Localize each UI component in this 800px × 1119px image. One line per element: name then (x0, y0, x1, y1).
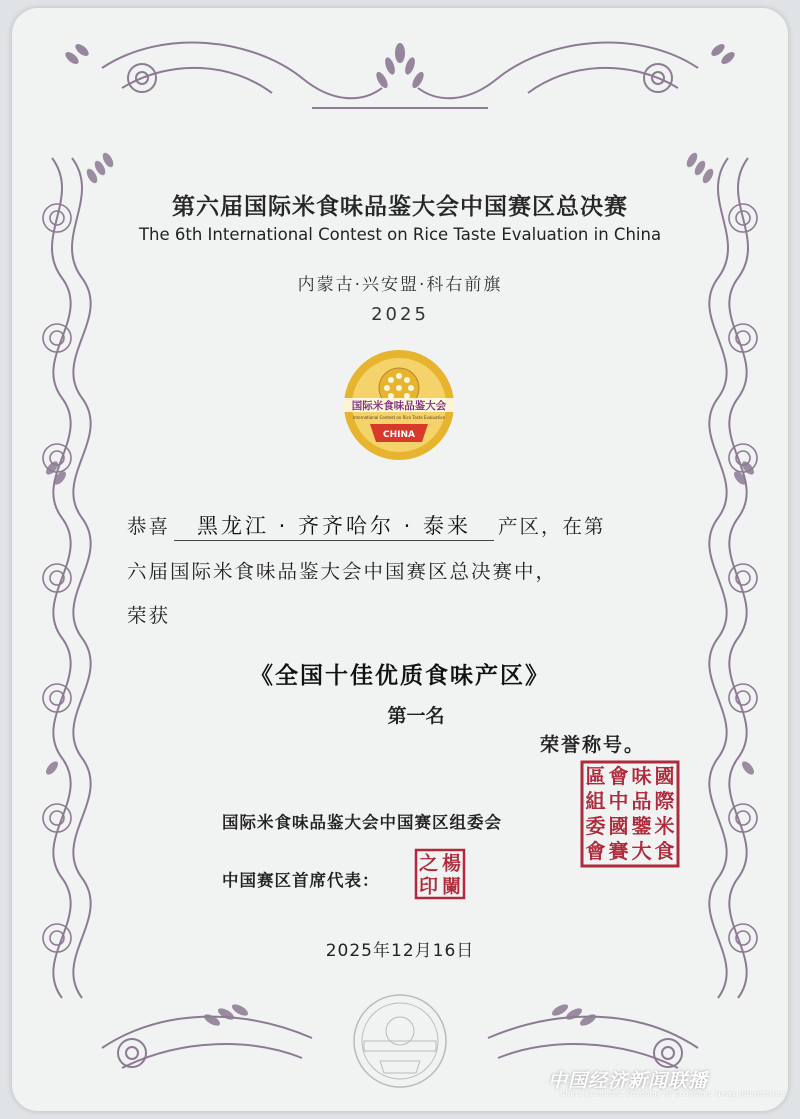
committee-seal-char: 委 (585, 814, 606, 838)
committee-seal-char: 食 (654, 839, 675, 863)
committee-seal-char: 國 (654, 764, 675, 788)
congrats-line-2: 六届国际米食味品鉴大会中国赛区总决赛中， (127, 560, 558, 583)
committee-seal (580, 760, 680, 868)
committee-seal-char: 味 (631, 764, 652, 788)
certificate-sheet (12, 8, 788, 1111)
committee-seal-char: 品 (631, 789, 652, 813)
award-title: 《全国十佳优质食味产区》 (250, 663, 550, 689)
honor-suffix: 荣誉称号。 (540, 734, 646, 756)
congrats-line-1 (127, 510, 606, 541)
region-name: 黑龙江 · 齐齐哈尔 · 泰来 (174, 510, 494, 541)
representative-seal-char: 闌 (441, 875, 462, 898)
congrats-line-3: 荣获 (127, 604, 171, 627)
committee-seal-char: 國 (608, 814, 629, 838)
contest-emblem-logo (340, 346, 458, 464)
organizing-committee: 国际米食味品鉴大会中国赛区组委会 (222, 813, 502, 832)
issue-date: 2025年12月16日 (325, 941, 475, 961)
committee-seal-char: 際 (654, 789, 675, 813)
faded-emblem-watermark (350, 991, 450, 1091)
contest-location: 内蒙古·兴安盟·科右前旗 (297, 275, 503, 295)
congrats-prefix: 恭喜 (127, 515, 171, 538)
congrats-line1-suffix: 产区，在第 (498, 515, 606, 538)
news-watermark-subtitle: China Economic Economy of Economic News Information (560, 1090, 786, 1098)
emblem-name-en: International Contest on Rice Taste Evaluation (352, 415, 446, 420)
chief-representative-label: 中国赛区首席代表： (222, 871, 380, 890)
committee-seal-char: 鑒 (631, 814, 652, 838)
committee-seal-char: 會 (585, 839, 606, 863)
committee-seal-char: 組 (585, 789, 606, 813)
committee-seal-char: 大 (631, 839, 652, 863)
committee-seal-char: 區 (585, 764, 606, 788)
title-english: The 6th International Contest on Rice Taste Evaluation in China (138, 225, 662, 244)
committee-seal-char: 會 (608, 764, 629, 788)
emblem-name-cn: 国际米食味品鉴大会 (351, 400, 447, 412)
committee-seal-char: 中 (608, 789, 629, 813)
emblem-country: CHINA (383, 430, 415, 440)
award-rank: 第一名 (387, 705, 445, 727)
representative-seal (414, 848, 466, 900)
representative-seal-char: 楊 (441, 852, 462, 875)
committee-seal-char: 賽 (608, 839, 629, 863)
representative-seal-char: 之 (418, 852, 439, 875)
representative-seal-char: 印 (418, 875, 439, 898)
contest-year: 2025 (371, 304, 429, 325)
committee-seal-char: 米 (654, 814, 675, 838)
news-watermark: 中国经济新闻联播 (548, 1070, 709, 1092)
title-chinese: 第六届国际米食味品鉴大会中国赛区总决赛 (172, 194, 628, 220)
